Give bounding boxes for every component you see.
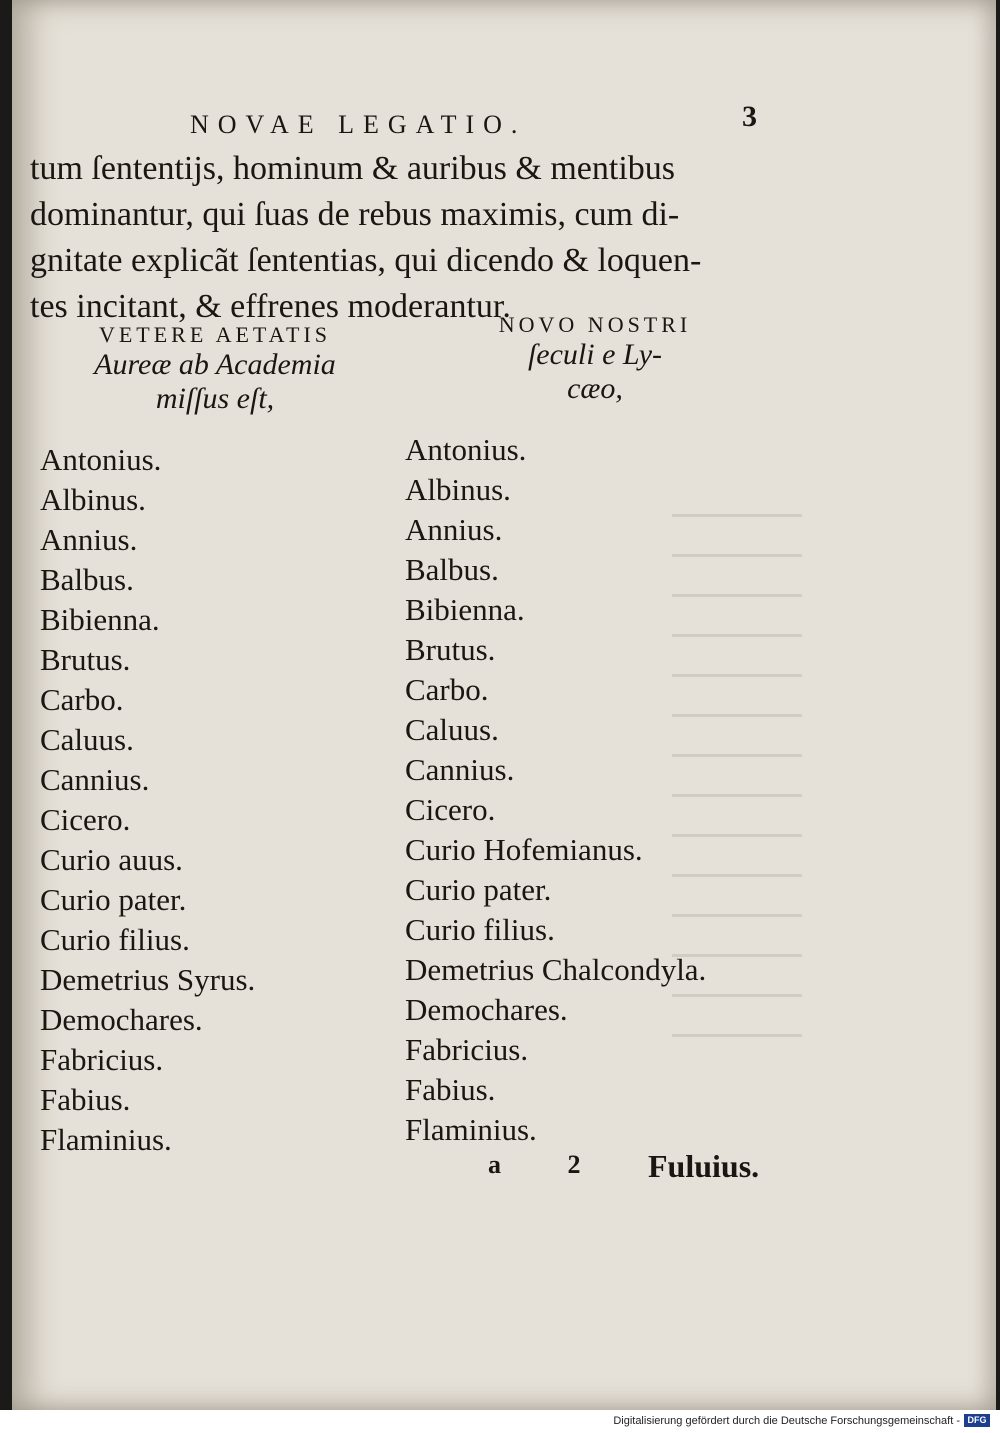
right-heading-caps: NOVO NOSTRI	[498, 312, 692, 337]
list-item: Bibienna.	[40, 602, 160, 637]
body-line: dominantur, qui ſuas de rebus maximis, cum di-	[30, 196, 680, 233]
page-number: 3	[742, 100, 757, 133]
list-item: Carbo.	[405, 672, 489, 707]
left-name-list	[40, 440, 255, 1160]
body-paragraph	[30, 146, 770, 330]
funding-credit: Digitalisierung gefördert durch die Deutsche Forschungsgemeinschaft -	[613, 1415, 960, 1427]
right-column-heading	[445, 312, 745, 406]
list-item: Antonius.	[405, 432, 527, 467]
list-item: Curio Hofemianus.	[405, 832, 643, 867]
left-heading-caps: VETERE AETATIS	[98, 322, 332, 347]
right-heading-italic-2: cæo,	[567, 372, 623, 405]
list-item: Balbus.	[40, 562, 134, 597]
list-item: Albinus.	[405, 472, 511, 507]
list-item: Fabricius.	[405, 1032, 529, 1067]
list-item: Brutus.	[40, 642, 131, 677]
dfg-logo-icon: DFG	[964, 1414, 990, 1427]
list-item: Demetrius Syrus.	[40, 962, 256, 997]
list-item: Caluus.	[40, 722, 134, 757]
body-line: gnitate explicãt ſententias, qui dicendo & loquen-	[30, 242, 702, 279]
list-item: Fabius.	[405, 1072, 496, 1107]
list-item: Albinus.	[40, 482, 146, 517]
list-item: Antonius.	[40, 442, 162, 477]
body-line: tes incitant, & effrenes moderantur.	[30, 288, 511, 325]
list-item: Carbo.	[40, 682, 124, 717]
list-item: Curio filius.	[405, 912, 555, 947]
left-heading-italic-1: Aureæ ab Academia	[94, 348, 336, 381]
list-item: Curio pater.	[405, 872, 552, 907]
running-head: NOVAE LEGATIO.	[190, 110, 527, 139]
list-item: Flaminius.	[40, 1122, 172, 1157]
list-item: Balbus.	[405, 552, 499, 587]
list-item: Cannius.	[40, 762, 150, 797]
catchword: Fuluius.	[648, 1148, 760, 1184]
right-name-list	[405, 430, 706, 1150]
left-column-heading	[45, 322, 385, 416]
list-item: Demochares.	[40, 1002, 203, 1037]
list-item: Demochares.	[405, 992, 568, 1027]
list-item: Curio pater.	[40, 882, 187, 917]
list-item: Caluus.	[405, 712, 499, 747]
signature-mark: a 2	[488, 1150, 611, 1179]
list-item: Cicero.	[405, 792, 496, 827]
list-item: Bibienna.	[405, 592, 525, 627]
left-heading-italic-2: miſſus eſt,	[155, 382, 275, 415]
right-heading-italic-1: ſeculi e Ly-	[527, 338, 663, 371]
list-item: Demetrius Chalcondyla.	[405, 952, 707, 987]
list-item: Brutus.	[405, 632, 496, 667]
list-item: Curio filius.	[40, 922, 190, 957]
list-item: Curio auus.	[40, 842, 183, 877]
list-item: Fabius.	[40, 1082, 131, 1117]
list-item: Cannius.	[405, 752, 515, 787]
list-item: Fabricius.	[40, 1042, 164, 1077]
list-item: Flaminius.	[405, 1112, 537, 1147]
body-line: tum ſententijs, hominum & auribus & mentibus	[30, 150, 676, 187]
list-item: Cicero.	[40, 802, 131, 837]
list-item: Annius.	[405, 512, 503, 547]
list-item: Annius.	[40, 522, 138, 557]
